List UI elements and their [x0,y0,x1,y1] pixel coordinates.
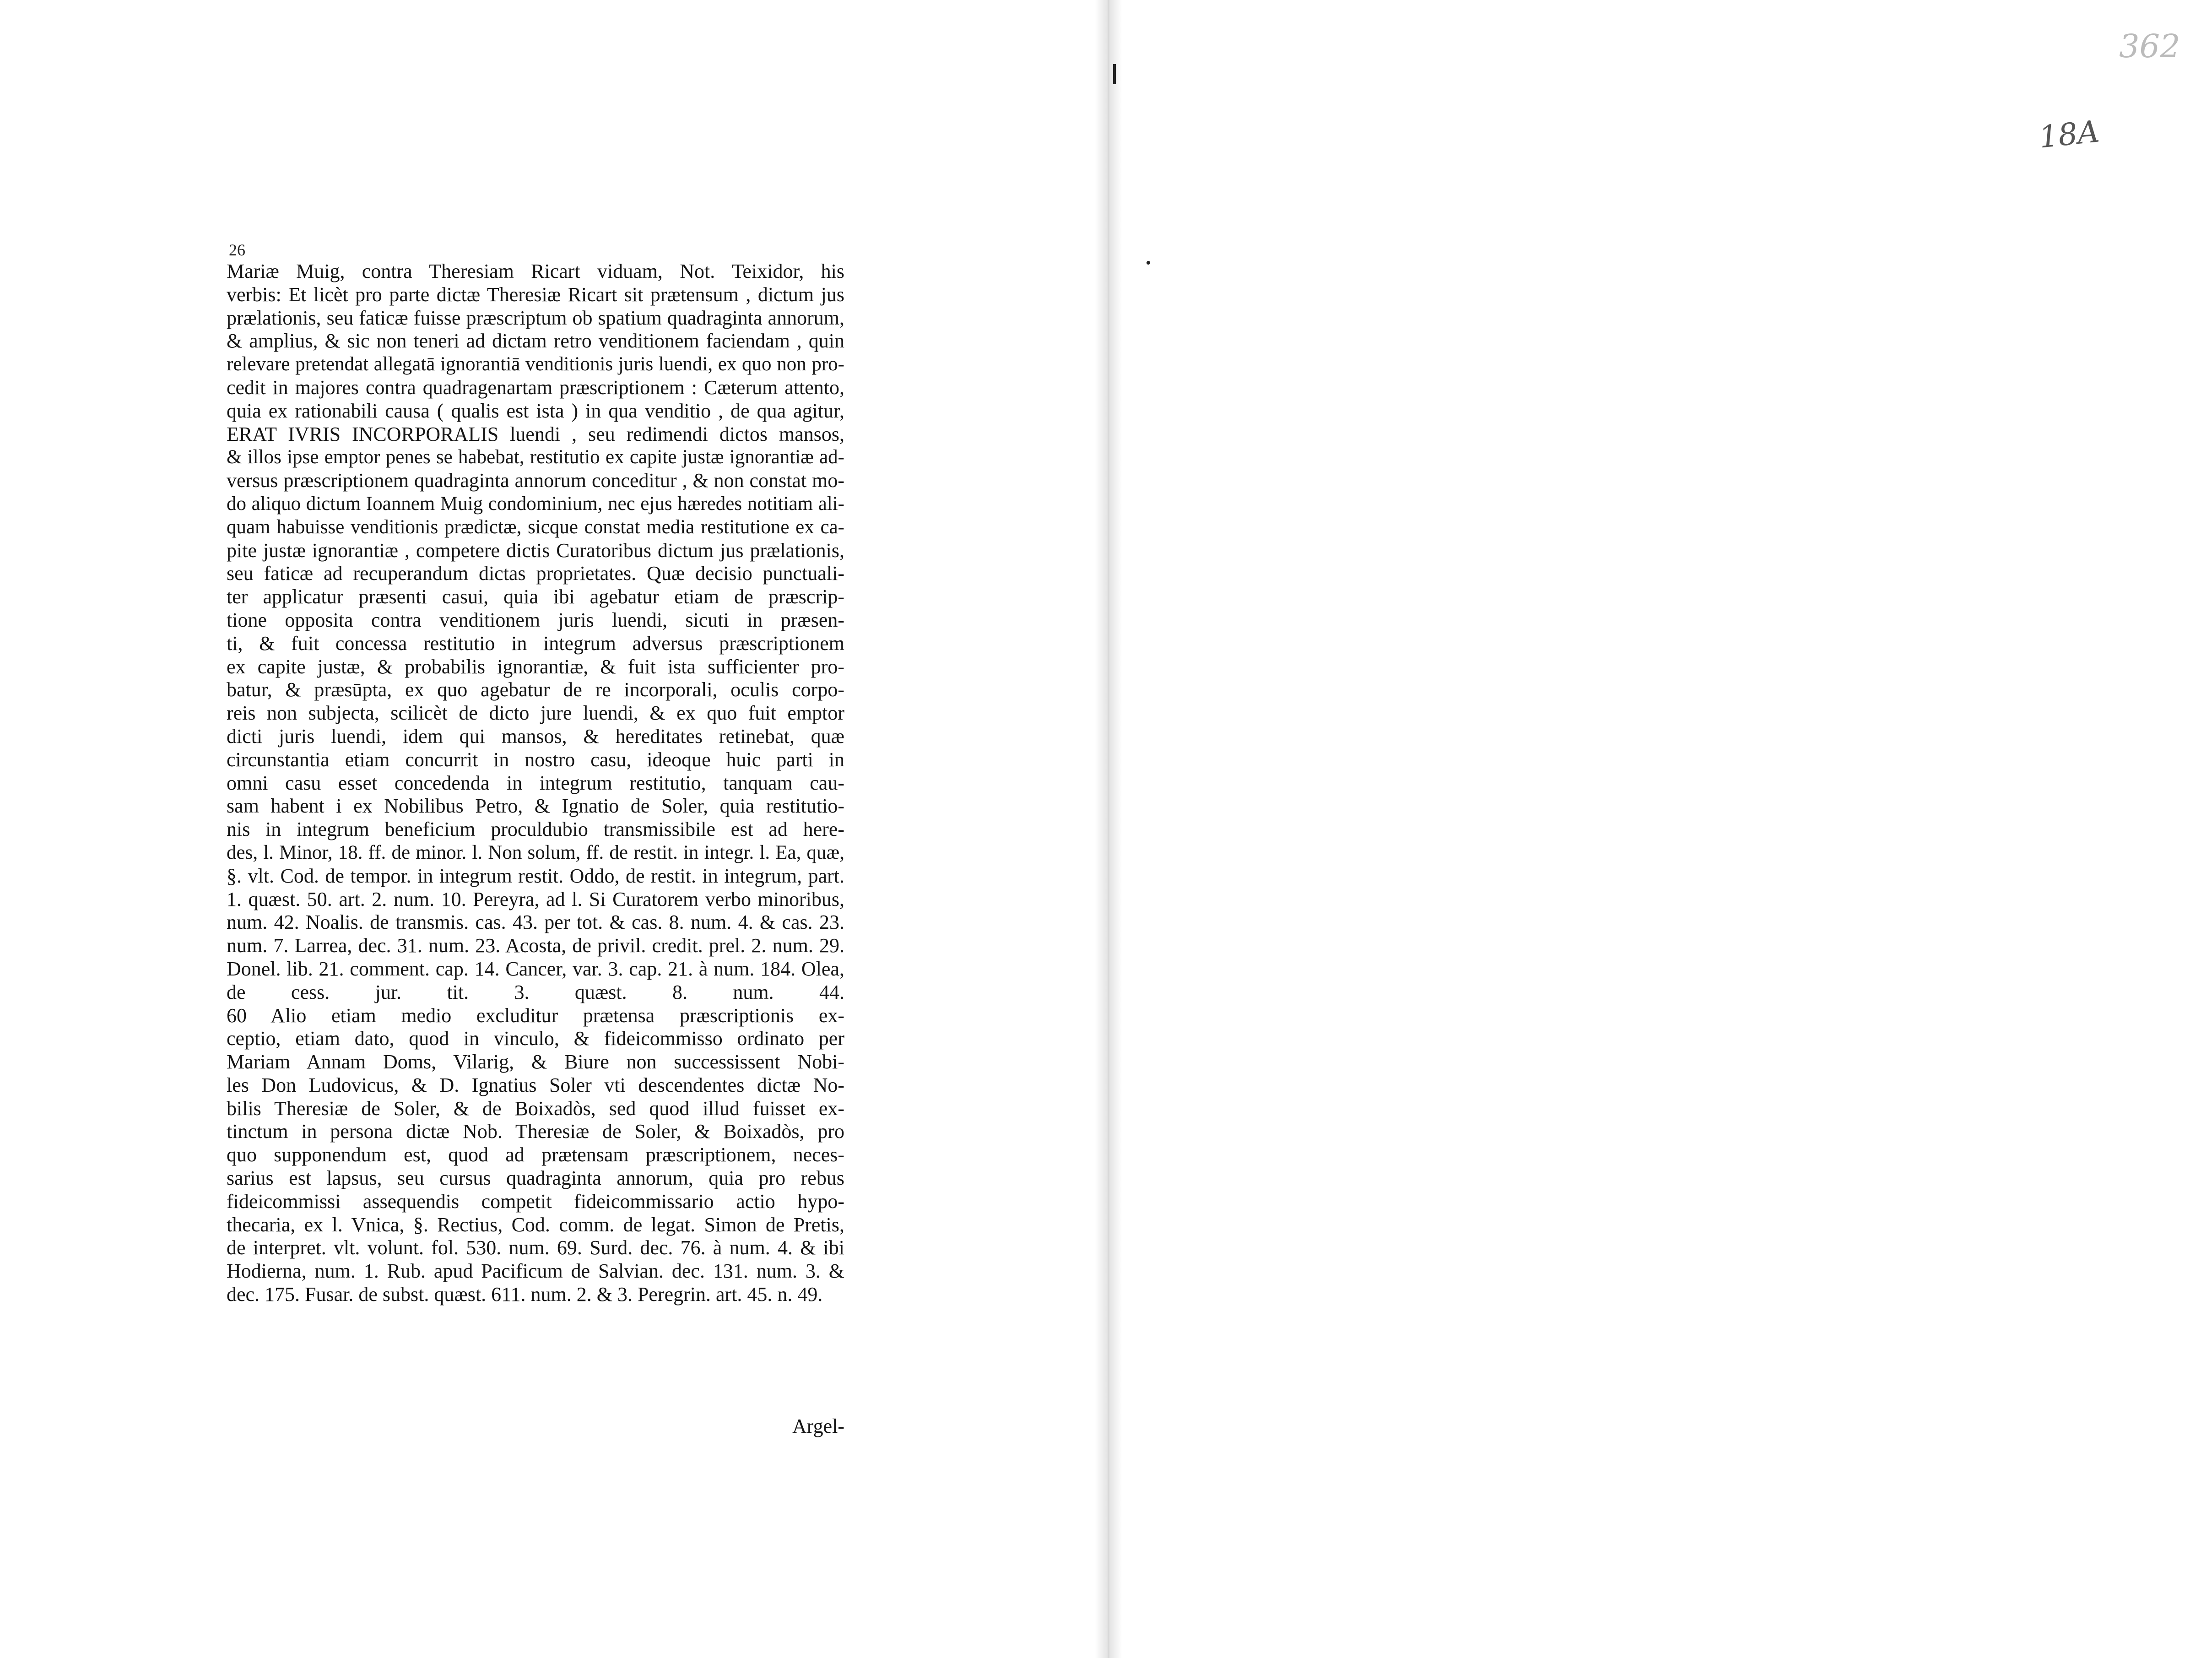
text-line: 60 Alio etiam medio excluditur prætensa præscriptionis ex- [227,1004,844,1027]
text-line: versus præscriptionem quadraginta annorum conceditur , & non constat mo- [227,469,844,492]
text-line: quia ex rationabili causa ( qualis est ista ) in qua venditio , de qua agitur, [227,399,844,422]
text-line: 1. quæst. 50. art. 2. num. 10. Pereyra, ad l. Si Curatorem verbo minoribus, [227,888,844,910]
text-line: ti, & fuit concessa restitutio in integrum adversus præscriptionem [227,632,844,655]
catchword: Argel- [792,1415,844,1437]
text-line: circunstantia etiam concurrit in nostro casu, ideoque huic parti in [227,748,844,771]
text-line: quo supponendum est, quod ad prætensam præscriptionem, neces- [227,1143,844,1166]
text-line: de interpret. vlt. volunt. fol. 530. num. 69. Surd. dec. 76. à num. 4. & ibi [227,1236,844,1259]
text-line: Hodierna, num. 1. Rub. apud Pacificum de Salvian. dec. 131. num. 3. & [227,1260,844,1283]
text-line: batur, & præsūpta, ex quo agebatur de re incorporali, oculis corpo- [227,678,844,701]
left-page-text [227,260,844,1306]
text-line: ter applicatur præsenti casui, quia ibi agebatur etiam de præscrip- [227,585,844,608]
right-page [1108,0,2212,1658]
text-line: num. 7. Larrea, dec. 31. num. 23. Acosta, de privil. credit. prel. 2. num. 29. [227,934,844,957]
pencil-number: 362 [2119,27,2180,65]
text-line: fideicommissi assequendis competit fideicommissario actio hypo- [227,1190,844,1213]
text-line: ex capite justæ, & probabilis ignorantiæ, & fuit ista sufficienter pro- [227,655,844,678]
text-line: do aliquo dictum Ioannem Muig condominium, nec ejus hæredes notitiam ali- [227,493,844,515]
text-line: de cess. jur. tit. 3. quæst. 8. num. 44. [227,981,844,1003]
text-line: quam habuisse venditionis prædictæ, sicque constat media restitutione ex ca- [227,516,844,538]
text-line: seu faticæ ad recuperandum dictas proprietates. Quæ decisio punctuali- [227,562,844,585]
text-line: sarius est lapsus, seu cursus quadraginta annorum, quia pro rebus [227,1167,844,1190]
page-number-left: 26 [229,241,245,259]
text-line: Mariam Annam Doms, Vilarig, & Biure non successissent Nobi- [227,1051,844,1073]
text-line: tinctum in persona dictæ Nob. Theresiæ de Soler, & Boixadòs, pro [227,1120,844,1143]
text-line: reis non subjecta, scilicèt de dicto jure luendi, & ex quo fuit emptor [227,702,844,725]
folio-annotation: 18A [2037,114,2101,155]
text-line: dicti juris luendi, idem qui mansos, & hereditates retinebat, quæ [227,725,844,748]
text-line: les Don Ludovicus, & D. Ignatius Soler vti descendentes dictæ No- [227,1073,844,1096]
text-line: Donel. lib. 21. comment. cap. 14. Cancer, var. 3. cap. 21. à num. 184. Olea, [227,957,844,980]
text-line: sam habent i ex Nobilibus Petro, & Ignatio de Soler, quia restitutio- [227,795,844,818]
text-line: verbis: Et licèt pro parte dictæ Theresiæ Ricart sit prætensum , dictum jus [227,283,844,306]
text-line: omni casu esset concedenda in integrum restitutio, tanquam cau- [227,771,844,794]
text-line: ceptio, etiam dato, quod in vinculo, & fideicommisso ordinato per [227,1027,844,1050]
text-line: pite justæ ignorantiæ , competere dictis Curatoribus dictum jus prælationis, [227,539,844,562]
text-line: prælationis, seu faticæ fuisse præscriptum ob spatium quadraginta annorum, [227,306,844,329]
text-line: ERAT IVRIS INCORPORALIS luendi , seu redimendi dictos mansos, [227,423,844,445]
text-line: des, l. Minor, 18. ff. de minor. l. Non solum, ff. de restit. in integr. l. Ea, quæ, [227,841,844,863]
text-line: nis in integrum beneficium proculdubio transmissibile est ad here- [227,818,844,841]
text-line: & illos ipse emptor penes se habebat, restitutio ex capite justæ ignorantiæ ad- [227,446,844,468]
text-line: bilis Theresiæ de Soler, & de Boixadòs, sed quod illud fuisset ex- [227,1097,844,1120]
text-line: num. 42. Noalis. de transmis. cas. 43. per tot. & cas. 8. num. 4. & cas. 23. [227,911,844,934]
text-line: cedit in majores contra quadragenartam præscriptionem : Cæterum attento, [227,376,844,399]
text-line: tione opposita contra venditionem juris luendi, sicuti in præsen- [227,608,844,631]
text-line: & amplius, & sic non teneri ad dictam retro venditionem faciendam , quin [227,330,844,352]
text-line: thecaria, ex l. Vnica, §. Rectius, Cod. comm. de legat. Simon de Pretis, [227,1213,844,1236]
text-line: relevare pretendat allegatā ignorantiā venditionis juris luendi, ex quo non pro- [227,353,844,375]
text-line: dec. 175. Fusar. de subst. quæst. 611. num. 2. & 3. Peregrin. art. 45. n. 49. [227,1283,823,1306]
text-line: Mariæ Muig, contra Theresiam Ricart viduam, Not. Teixidor, his [227,260,844,282]
text-line: §. vlt. Cod. de tempor. in integrum restit. Oddo, de restit. in integrum, part. [227,864,844,887]
